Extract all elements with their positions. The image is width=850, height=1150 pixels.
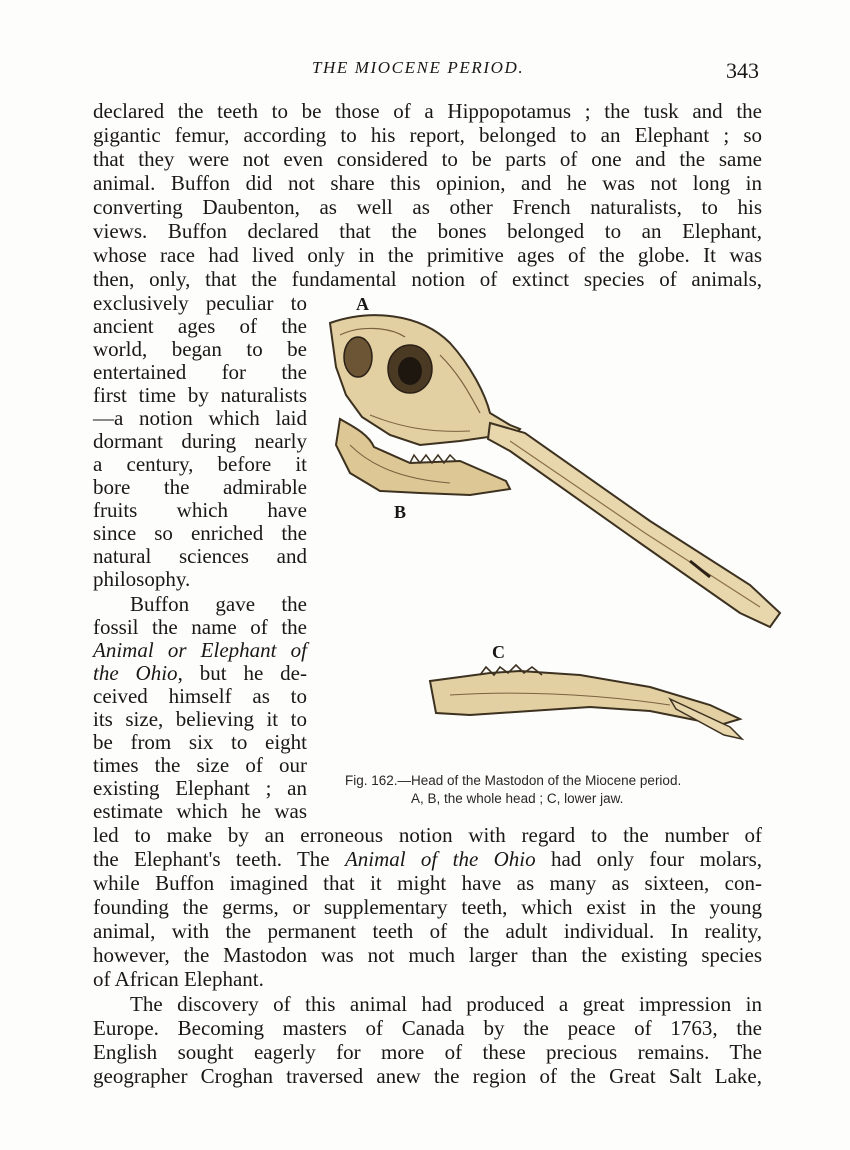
text-span: the Elephant's teeth. The [93,847,345,871]
text-line: geographer Croghan traversed anew the region of the Great Salt Lake, [93,1064,762,1088]
text-span: had only four molars, [535,847,763,871]
figure-label-c: C [492,642,505,662]
text-line: English sought eagerly for more of these precious remains. The [93,1040,762,1064]
figure-label-b: B [394,502,407,522]
text-line: be from six to eight [93,730,307,754]
text-line: bore the admirable [93,475,307,499]
text-line: fruits which have [93,498,307,522]
text-line: then, only, that the fundamental notion of extinct species of animals, [93,267,762,291]
text-line: whose race had lived only in the primitive ages of the globe. It was [93,243,762,267]
text-line: The discovery of this animal had produced a great impression in [130,992,762,1016]
text-line: animal. Buffon did not share this opinion, and he was not long in [93,171,762,195]
text-line: dormant during nearly [93,429,307,453]
text-line [93,848,762,872]
text-line: animal, with the permanent teeth of the adult individual. In reality, [93,919,762,943]
text-line: views. Buffon declared that the bones belonged to an Elephant, [93,219,762,243]
text-line: while Buffon imagined that it might have as many as sixteen, con- [93,871,762,895]
text-line: fossil the name of the [93,615,307,639]
tusk [488,423,780,627]
text-line: Europe. Becoming masters of Canada by the peace of 1763, the [93,1016,762,1040]
italic-span: Animal or Elephant of [93,638,307,662]
text-line: philosophy. [93,567,191,591]
text-line: however, the Mastodon was not much larger than the existing species [93,943,762,967]
text-line: —a notion which laid [93,406,307,430]
text-line: entertained for the [93,360,307,384]
text-line: its size, believing it to [93,707,307,731]
text-line: that they were not even considered to be parts of one and the same [93,147,762,171]
text-line: natural sciences and [93,544,307,568]
mastodon-skull-illustration [310,295,790,765]
text-line: ceived himself as to [93,684,307,708]
page-number: 343 [726,58,759,83]
text-line: estimate which he was [93,799,307,823]
running-title: THE MIOCENE PERIOD. [312,58,525,77]
text-line [93,662,307,686]
text-line-italic [93,639,307,663]
italic-span: Animal of the Ohio [344,847,536,871]
figure-caption-line1: Fig. 162.—Head of the Mastodon of the Miocene period. [345,773,682,788]
text-line: times the size of our [93,753,307,777]
text-line: world, began to be [93,337,307,361]
text-line: Buffon gave the [130,592,307,616]
text-line: first time by naturalists [93,383,307,407]
text-line: ancient ages of the [93,314,307,338]
text-line: of African Elephant. [93,967,264,991]
figure-label-a: A [356,294,369,314]
text-line: declared the teeth to be those of a Hippopotamus ; the tusk and the [93,99,762,123]
text-line: founding the germs, or supplementary teeth, which exist in the young [93,895,762,919]
text-line: converting Daubenton, as well as other French naturalists, to his [93,195,762,219]
text-span: , but he de- [177,661,307,685]
text-line: exclusively peculiar to [93,291,307,315]
text-line: led to make by an erroneous notion with regard to the number of [93,823,762,847]
text-line: gigantic femur, according to his report, belonged to an Elephant ; so [93,123,762,147]
text-line: since so enriched the [93,521,307,545]
italic-span: the Ohio [93,661,178,685]
figure-caption-line2: A, B, the whole head ; C, lower jaw. [411,791,624,806]
lower-jaw-c [430,665,742,739]
text-line: existing Elephant ; an [93,776,307,800]
text-line: a century, before it [93,452,307,476]
